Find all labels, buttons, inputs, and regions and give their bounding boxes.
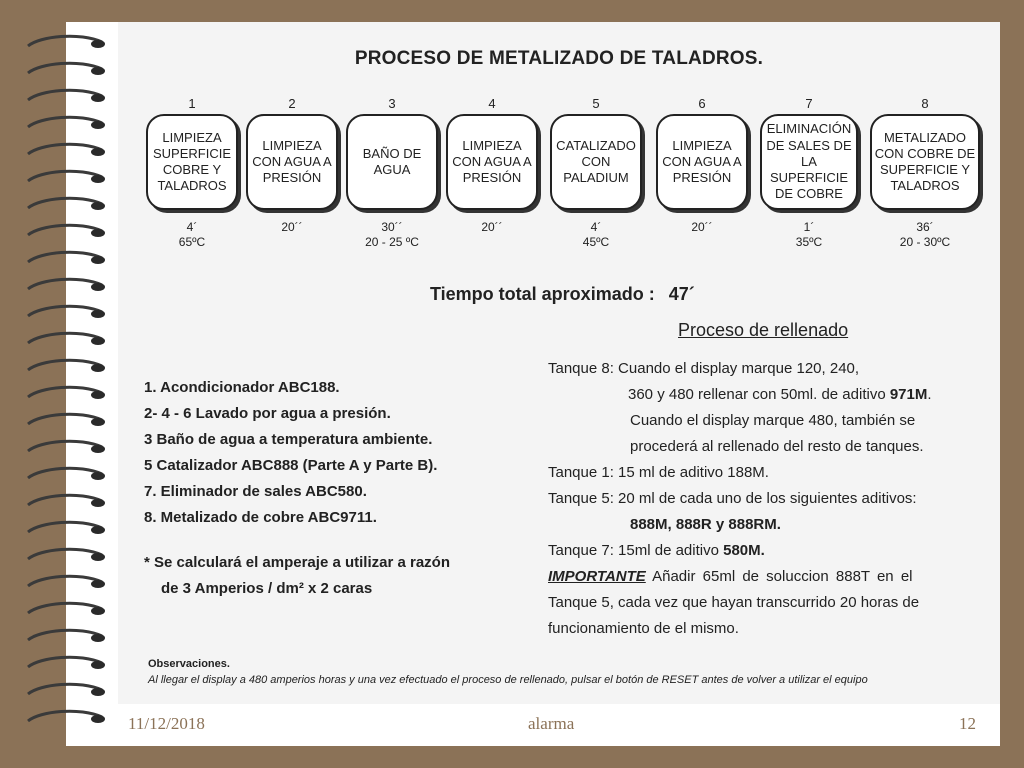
spiral-hole bbox=[91, 634, 105, 642]
spiral-ring bbox=[28, 657, 102, 667]
step-box: METALIZADO CON COBRE DE SUPERFICIE Y TALADROS bbox=[870, 114, 980, 210]
spiral-ring bbox=[28, 90, 102, 100]
refill-line: funcionamiento de el mismo. bbox=[548, 620, 739, 637]
footer-page-number: 12 bbox=[959, 714, 976, 733]
total-time-value: 47´ bbox=[668, 284, 695, 304]
spiral-ring bbox=[28, 279, 102, 289]
spiral-hole bbox=[91, 256, 105, 264]
list-item: 7. Eliminador de sales ABC580. bbox=[144, 483, 367, 500]
spiral-ring bbox=[28, 36, 102, 46]
step-number: 6 bbox=[698, 96, 706, 111]
step-temperature: 20 - 25 ºC bbox=[365, 235, 419, 249]
spiral-hole bbox=[91, 526, 105, 534]
step-number: 3 bbox=[388, 96, 396, 111]
spiral-hole bbox=[91, 40, 105, 48]
spiral-hole bbox=[91, 418, 105, 426]
spiral-ring bbox=[28, 468, 102, 478]
spiral-hole bbox=[91, 499, 105, 507]
step-time: 1´ bbox=[803, 220, 815, 234]
observations bbox=[148, 658, 868, 686]
step-box: BAÑO DE AGUA bbox=[346, 114, 438, 210]
list-item: 5 Catalizador ABC888 (Parte A y Parte B). bbox=[144, 457, 438, 474]
spiral-ring bbox=[28, 63, 102, 73]
spiral-ring bbox=[28, 549, 102, 559]
process-step bbox=[656, 94, 748, 235]
step-box: LIMPIEZA CON AGUA A PRESIÓN bbox=[446, 114, 538, 210]
refill-additive: 971M bbox=[889, 386, 928, 403]
step-temperature: 45ºC bbox=[582, 235, 610, 249]
scanned-document bbox=[118, 22, 1000, 704]
spiral-hole bbox=[91, 715, 105, 723]
spiral-ring bbox=[28, 495, 102, 505]
refill-additive: 580M. bbox=[723, 542, 765, 559]
spiral-hole bbox=[91, 310, 105, 318]
spiral-ring bbox=[28, 306, 102, 316]
spiral-hole bbox=[91, 445, 105, 453]
step-box: LIMPIEZA CON AGUA A PRESIÓN bbox=[656, 114, 748, 210]
spiral-ring bbox=[28, 684, 102, 694]
spiral-hole bbox=[91, 688, 105, 696]
total-time-label: Tiempo total aproximado : bbox=[430, 284, 655, 304]
spiral-ring bbox=[28, 171, 102, 181]
process-step bbox=[146, 94, 238, 250]
spiral-hole bbox=[91, 553, 105, 561]
process-step bbox=[346, 94, 438, 250]
refill-line: 360 y 480 rellenar con 50ml. de aditivo 971M. bbox=[628, 386, 932, 403]
note-line: * Se calculará el amperaje a utilizar a razón bbox=[144, 554, 450, 571]
spiral-hole bbox=[91, 661, 105, 669]
spiral-ring bbox=[28, 117, 102, 127]
spiral-ring bbox=[28, 603, 102, 613]
spiral-ring bbox=[28, 441, 102, 451]
refill-text: 360 y 480 rellenar con 50ml. de aditivo bbox=[628, 386, 890, 403]
spiral-ring bbox=[28, 333, 102, 343]
spiral-hole bbox=[91, 472, 105, 480]
spiral-ring bbox=[28, 414, 102, 424]
list-item: 3 Baño de agua a temperatura ambiente. bbox=[144, 431, 433, 448]
spiral-hole bbox=[91, 391, 105, 399]
step-time: 20´´ bbox=[481, 220, 503, 234]
step-time: 4´ bbox=[186, 220, 198, 234]
important-label: IMPORTANTE bbox=[548, 568, 646, 585]
spiral-ring bbox=[28, 225, 102, 235]
refill-additive: 888M, 888R y 888RM. bbox=[630, 516, 781, 533]
spiral-hole bbox=[91, 202, 105, 210]
step-number: 2 bbox=[288, 96, 296, 111]
spiral-hole bbox=[91, 580, 105, 588]
spiral-hole bbox=[91, 121, 105, 129]
spiral-hole bbox=[91, 229, 105, 237]
observations-title: Observaciones. bbox=[148, 658, 230, 670]
refill-line: Tanque 5: 20 ml de cada uno de los siguientes aditivos: bbox=[548, 490, 917, 507]
process-step bbox=[760, 94, 858, 250]
spiral-hole bbox=[91, 67, 105, 75]
refill-instructions bbox=[548, 356, 932, 642]
spiral-ring bbox=[28, 144, 102, 154]
step-box: ELIMINACIÓN DE SALES DE LA SUPERFICIE DE COBRE bbox=[760, 114, 858, 210]
step-time: 30´´ bbox=[381, 220, 403, 234]
spiral-ring bbox=[28, 711, 102, 721]
list-item: 1. Acondicionador ABC188. bbox=[144, 379, 340, 396]
step-temperature: 20 - 30ºC bbox=[899, 235, 951, 249]
spiral-hole bbox=[91, 283, 105, 291]
refill-line bbox=[548, 538, 932, 564]
step-temperature: 35ºC bbox=[795, 235, 823, 249]
refill-line: Tanque 5, cada vez que hayan transcurrido 20 horas de bbox=[548, 594, 920, 611]
product-list bbox=[144, 375, 437, 531]
spiral-hole bbox=[91, 607, 105, 615]
step-time: 4´ bbox=[590, 220, 602, 234]
important-line bbox=[548, 564, 932, 590]
refill-line bbox=[548, 512, 932, 538]
step-number: 7 bbox=[805, 96, 813, 111]
important-text: Añadir 65ml de soluccion 888T en el bbox=[645, 568, 913, 585]
step-time: 36´ bbox=[916, 220, 934, 234]
refill-line: Cuando el display marque 480, también se bbox=[630, 412, 916, 429]
document-title: PROCESO DE METALIZADO DE TALADROS. bbox=[354, 48, 764, 69]
rellenado-title: Proceso de rellenado bbox=[678, 320, 849, 340]
process-step bbox=[550, 94, 642, 250]
spiral-ring bbox=[28, 387, 102, 397]
step-box: CATALIZADO CON PALADIUM bbox=[550, 114, 642, 210]
spiral-hole bbox=[91, 94, 105, 102]
spiral-ring bbox=[28, 576, 102, 586]
spiral-hole bbox=[91, 148, 105, 156]
step-time: 20´´ bbox=[691, 220, 713, 234]
total-time bbox=[430, 284, 695, 305]
spiral-ring bbox=[28, 252, 102, 262]
footer-title: alarma bbox=[528, 714, 575, 733]
step-time: 20´´ bbox=[281, 220, 303, 234]
spiral-ring bbox=[28, 360, 102, 370]
observations-text: Al llegar el display a 480 amperios horas y una vez efectuado el proceso de rellenado, pulsar el botón de RESET antes de volver a utilizar el equipo bbox=[148, 674, 868, 686]
step-number: 1 bbox=[188, 96, 196, 111]
refill-text: Tanque 7: 15ml de aditivo bbox=[548, 542, 724, 559]
spiral-ring bbox=[28, 198, 102, 208]
footer-date: 11/12/2018 bbox=[128, 714, 205, 733]
step-number: 4 bbox=[488, 96, 496, 111]
step-number: 5 bbox=[592, 96, 600, 111]
spiral-hole bbox=[91, 364, 105, 372]
refill-line: Tanque 1: 15 ml de aditivo 188M. bbox=[548, 464, 769, 481]
step-box: LIMPIEZA SUPERFICIE COBRE Y TALADROS bbox=[146, 114, 238, 210]
amperage-note bbox=[144, 550, 450, 602]
step-box: LIMPIEZA CON AGUA A PRESIÓN bbox=[246, 114, 338, 210]
process-step bbox=[870, 94, 980, 250]
step-temperature: 65ºC bbox=[178, 235, 206, 249]
spiral-hole bbox=[91, 337, 105, 345]
list-item: 2- 4 - 6 Lavado por agua a presión. bbox=[144, 405, 391, 422]
process-step bbox=[446, 94, 538, 235]
process-step bbox=[246, 94, 338, 235]
step-number: 8 bbox=[921, 96, 929, 111]
refill-line: procederá al rellenado del resto de tanques. bbox=[630, 438, 924, 455]
note-line: de 3 Amperios / dm² x 2 caras bbox=[161, 580, 373, 597]
spiral-binding-icon bbox=[10, 22, 110, 746]
refill-line: Tanque 8: Cuando el display marque 120, 240, bbox=[548, 360, 860, 377]
list-item: 8. Metalizado de cobre ABC9711. bbox=[144, 509, 377, 526]
spiral-ring bbox=[28, 630, 102, 640]
spiral-hole bbox=[91, 175, 105, 183]
spiral-ring bbox=[28, 522, 102, 532]
